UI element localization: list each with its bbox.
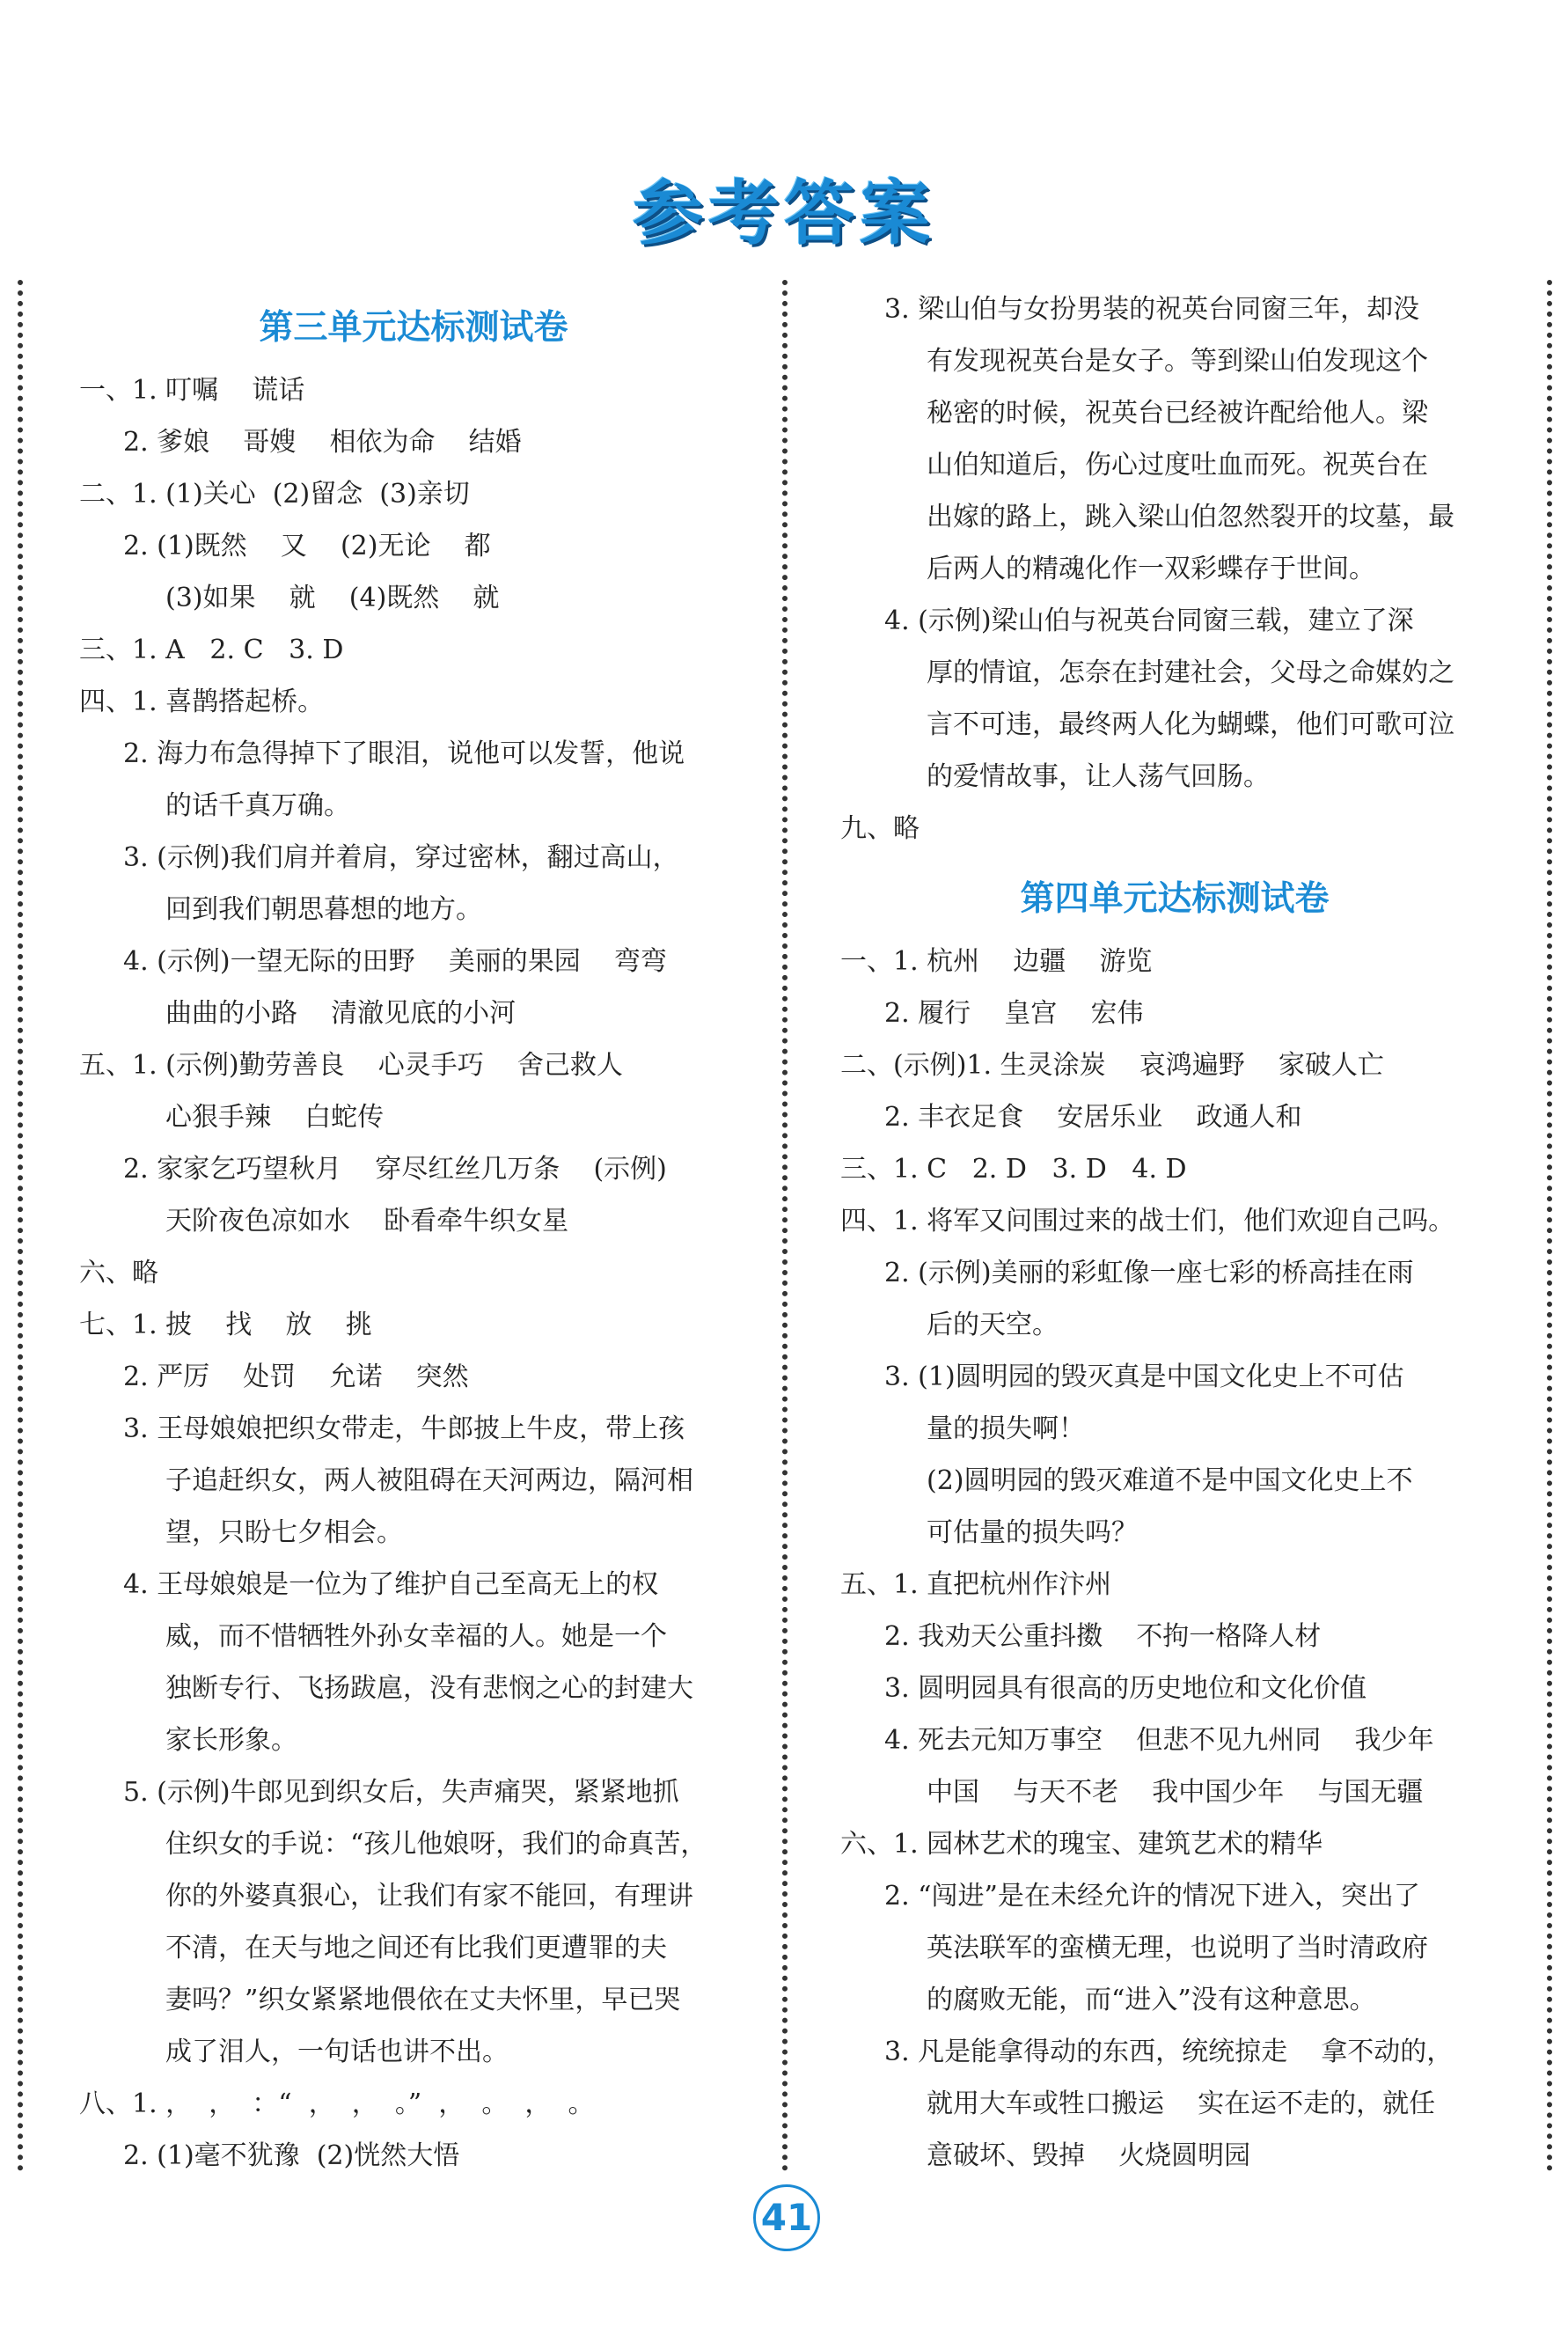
- right-dotted-border: [1547, 280, 1552, 2172]
- left-column: [79, 283, 748, 2182]
- answer-line: 秘密的时候，祝英台已经被许配给他人。梁: [927, 398, 1428, 429]
- center-dotted-divider: [782, 280, 788, 2172]
- answer-line: 山伯知道后，伤心过度吐血而死。祝英台在: [927, 450, 1428, 481]
- answer-line: 2. 海力布急得掉下了眼泪，说他可以发誓，他说: [123, 738, 685, 769]
- answer-line: 独断专行、飞扬跋扈，没有悲悯之心的封建大: [165, 1673, 693, 1704]
- answer-line: 二、1. (1)关心 (2)留念 (3)亲切: [79, 479, 470, 510]
- answer-line: 3. 凡是能拿得动的东西，统统掠走 拿不动的，: [884, 2037, 1454, 2067]
- answer-line: 曲曲的小路 清澈见底的小河: [165, 998, 517, 1029]
- answer-line: 心狠手辣 白蛇传: [165, 1102, 385, 1133]
- answer-line: 4. (示例)一望无际的田野 美丽的果园 弯弯: [123, 946, 667, 977]
- answer-line: 中国 与天不老 我中国少年 与国无疆: [927, 1777, 1424, 1808]
- answer-line: 望，只盼七夕相会。: [165, 1517, 403, 1548]
- answer-line: 2. (1)既然 又 (2)无论 都: [123, 531, 491, 561]
- answer-line: 住织女的手说：“孩儿他娘呀，我们的命真苦，: [165, 1829, 707, 1860]
- answer-line: 一、1. 叮嘱 谎话: [79, 375, 305, 406]
- answer-line: 六、略: [79, 1258, 158, 1288]
- answer-line: 2. 我劝天公重抖擞 不拘一格降人材: [884, 1621, 1322, 1652]
- answer-line: 的爱情故事，让人荡气回肠。: [927, 761, 1270, 792]
- answer-line: 厚的情谊，怎奈在封建社会，父母之命媒妁之: [927, 657, 1454, 688]
- answer-line: 九、略: [840, 813, 920, 844]
- answer-line: 家长形象。: [165, 1725, 297, 1756]
- answer-line: 不清，在天与地之间还有比我们更遭罪的夫: [165, 1933, 667, 1963]
- answer-line: 3. 圆明园具有很高的历史地位和文化价值: [884, 1673, 1367, 1704]
- answer-line: 七、1. 披 找 放 挑: [79, 1310, 372, 1340]
- answer-line: 2. 爹娘 哥嫂 相依为命 结婚: [123, 427, 522, 458]
- answer-line: 八、1. ， ， ：“ ， ， 。” ， 。 ， 。: [79, 2088, 595, 2119]
- answer-line: 英法联军的蛮横无理，也说明了当时清政府: [927, 1933, 1428, 1963]
- answer-line: 3. (示例)我们肩并着肩，穿过密林，翻过高山，: [123, 842, 679, 873]
- answer-line: 六、1. 园林艺术的瑰宝、建筑艺术的精华: [840, 1829, 1323, 1860]
- answer-line: 2. (1)毫不犹豫 (2)恍然大悟: [123, 2140, 460, 2171]
- answer-line: 有发现祝英台是女子。等到梁山伯发现这个: [927, 346, 1428, 377]
- answer-line: 后的天空。: [927, 1310, 1059, 1340]
- answer-line: 四、1. 将军又问围过来的战士们，他们欢迎自己吗。: [840, 1206, 1455, 1237]
- answer-line: 天阶夜色凉如水 卧看牵牛织女星: [165, 1206, 569, 1237]
- answer-line: 可估量的损失吗？: [927, 1517, 1138, 1548]
- section-heading: 第四单元达标测试卷: [1020, 878, 1330, 919]
- answer-line: 一、1. 杭州 边疆 游览: [840, 946, 1153, 977]
- answer-line: 4. 死去元知万事空 但悲不见九州同 我少年: [884, 1725, 1434, 1756]
- answer-line: 二、(示例)1. 生灵涂炭 哀鸿遍野 家破人亡: [840, 1050, 1384, 1081]
- answer-line: 3. (1)圆明园的毁灭真是中国文化史上不可估: [884, 1362, 1404, 1392]
- answer-line: 妻吗？”织女紧紧地偎依在丈夫怀里，早已哭: [165, 1985, 681, 2015]
- answer-line: (2)圆明园的毁灭难道不是中国文化史上不: [927, 1465, 1413, 1496]
- answer-line: 出嫁的路上，跳入梁山伯忽然裂开的坟墓，最: [927, 502, 1454, 532]
- answer-line: 言不可违，最终两人化为蝴蝶，他们可歌可泣: [927, 709, 1454, 740]
- answer-line: 2. 严厉 处罚 允诺 突然: [123, 1362, 469, 1392]
- answer-line: 量的损失啊！: [927, 1413, 1085, 1444]
- answer-line: 4. (示例)梁山伯与祝英台同窗三载，建立了深: [884, 606, 1414, 636]
- right-column: [840, 283, 1509, 2182]
- answer-line: 意破坏、毁掉 火烧圆明园: [927, 2140, 1251, 2171]
- answer-line: 子追赶织女，两人被阻碍在天河两边，隔河相: [165, 1465, 693, 1496]
- answer-line: 4. 王母娘娘是一位为了维护自己至高无上的权: [123, 1569, 659, 1600]
- answer-line: 5. (示例)牛郎见到织女后，失声痛哭，紧紧地抓: [123, 1777, 679, 1808]
- answer-line: 成了泪人，一句话也讲不出。: [165, 2037, 509, 2067]
- answer-line: 你的外婆真狠心，让我们有家不能回，有理讲: [165, 1881, 693, 1912]
- section-heading: 第三单元达标测试卷: [259, 307, 568, 348]
- answer-line: (3)如果 就 (4)既然 就: [165, 583, 500, 613]
- answer-line: 2. 履行 皇宫 宏伟: [884, 998, 1144, 1029]
- answer-line: 三、1. C 2. D 3. D 4. D: [840, 1154, 1187, 1185]
- answer-line: 2. (示例)美丽的彩虹像一座七彩的桥高挂在雨: [884, 1258, 1414, 1288]
- answer-line: 的腐败无能，而“进入”没有这种意思。: [927, 1985, 1376, 2015]
- answer-line: 威，而不惜牺牲外孙女幸福的人。她是一个: [165, 1621, 667, 1652]
- page-number: 41: [753, 2184, 820, 2251]
- answer-line: 四、1. 喜鹊搭起桥。: [79, 686, 325, 717]
- answer-line: 五、1. 直把杭州作汴州: [840, 1569, 1112, 1600]
- answer-line: 3. 梁山伯与女扮男装的祝英台同窗三年，却没: [884, 294, 1420, 325]
- answer-line: 2. “闯进”是在未经允许的情况下进入，突出了: [884, 1881, 1420, 1912]
- answer-line: 三、1. A 2. C 3. D: [79, 635, 344, 665]
- answer-line: 就用大车或牲口搬运 实在运不走的，就任: [927, 2088, 1436, 2119]
- answer-line: 2. 家家乞巧望秋月 穿尽红丝几万条 (示例): [123, 1154, 667, 1185]
- answer-line: 回到我们朝思暮想的地方。: [165, 894, 482, 925]
- left-dotted-border: [18, 280, 23, 2172]
- page-title: 参考答案: [633, 172, 935, 254]
- answer-line: 2. 丰衣足食 安居乐业 政通人和: [884, 1102, 1302, 1133]
- answer-line: 五、1. (示例)勤劳善良 心灵手巧 舍己救人: [79, 1050, 623, 1081]
- answer-line: 的话千真万确。: [165, 790, 350, 821]
- answer-line: 后两人的精魂化作一双彩蝶存于世间。: [927, 554, 1375, 584]
- answer-line: 3. 王母娘娘把织女带走，牛郎披上牛皮，带上孩: [123, 1413, 685, 1444]
